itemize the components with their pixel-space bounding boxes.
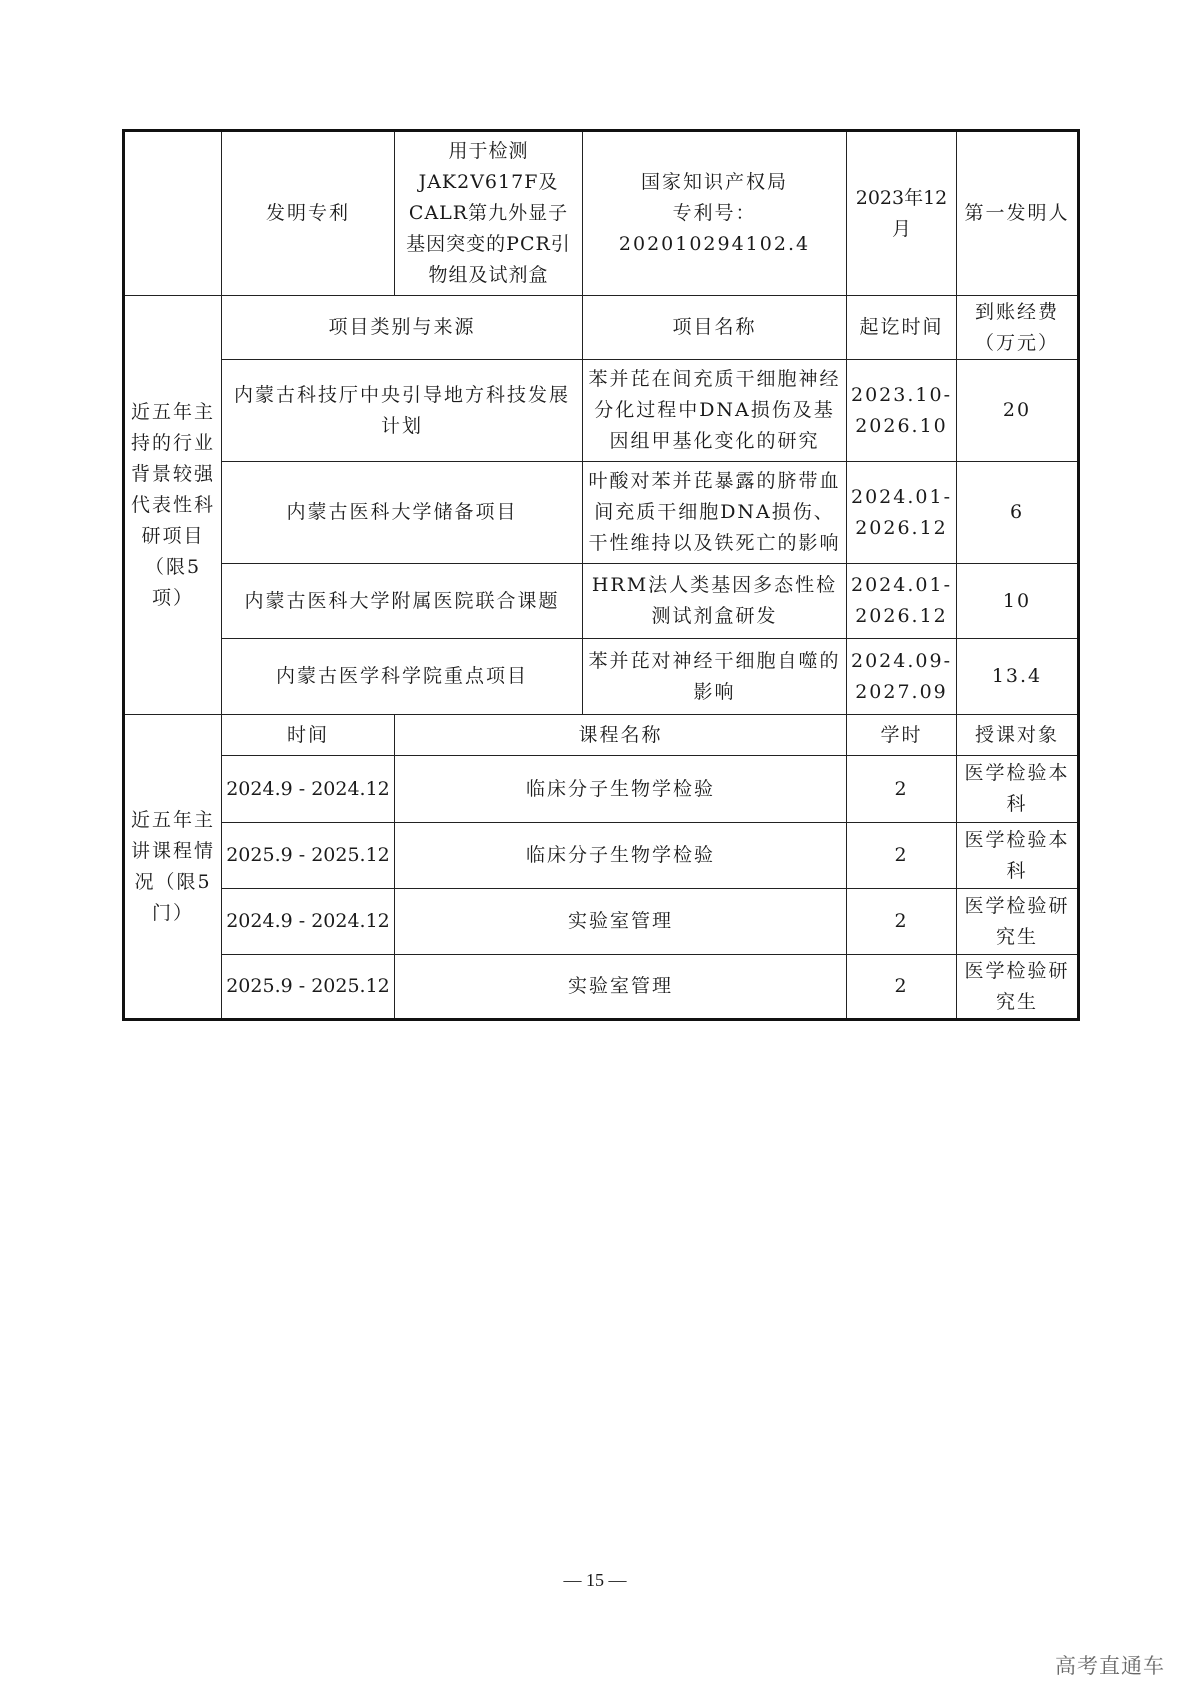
course-name: 临床分子生物学检验: [395, 823, 847, 889]
course-audience: 医学检验研究生: [957, 955, 1079, 1020]
course-time: 2025.9 - 2025.12: [222, 823, 395, 889]
courses-section-label: 近五年主讲课程情况（限5门）: [124, 715, 222, 1020]
project-row: [124, 360, 1079, 462]
project-row: [124, 564, 1079, 639]
project-period: 2024.09-2027.09: [847, 639, 957, 715]
project-row: [124, 639, 1079, 715]
course-audience: 医学检验本科: [957, 823, 1079, 889]
patent-authority: 国家知识产权局: [640, 171, 788, 193]
patent-authority-cell: [583, 131, 847, 296]
project-period: 2024.01-2026.12: [847, 564, 957, 639]
courses-header-row: [124, 715, 1079, 756]
courses-header-name: 课程名称: [395, 715, 847, 756]
project-funding: 20: [957, 360, 1079, 462]
project-name: 叶酸对苯并芘暴露的脐带血间充质干细胞DNA损伤、干性维持以及铁死亡的影响: [583, 462, 847, 564]
course-time: 2025.9 - 2025.12: [222, 955, 395, 1020]
project-category: 内蒙古科技厅中央引导地方科技发展计划: [222, 360, 583, 462]
projects-header-row: [124, 296, 1079, 360]
course-hours: 2: [847, 889, 957, 955]
projects-header-name: 项目名称: [583, 296, 847, 360]
course-audience: 医学检验本科: [957, 756, 1079, 823]
project-name: 苯并芘对神经干细胞自噬的影响: [583, 639, 847, 715]
page-number: — 15 —: [563, 1570, 627, 1590]
projects-section-label: 近五年主持的行业背景较强代表性科研项目（限5项）: [124, 296, 222, 715]
project-category: 内蒙古医科大学附属医院联合课题: [222, 564, 583, 639]
patent-title: 用于检测JAK2V617F及CALR第九外显子基因突变的PCR引物组及试剂盒: [395, 131, 583, 296]
course-name: 实验室管理: [395, 955, 847, 1020]
projects-header-category: 项目类别与来源: [222, 296, 583, 360]
patent-side-cell: [124, 131, 222, 296]
patent-role: 第一发明人: [957, 131, 1079, 296]
project-category: 内蒙古医科大学储备项目: [222, 462, 583, 564]
project-funding: 6: [957, 462, 1079, 564]
course-hours: 2: [847, 823, 957, 889]
courses-header-audience: 授课对象: [957, 715, 1079, 756]
projects-header-funding: 到账经费（万元）: [957, 296, 1079, 360]
course-row: [124, 756, 1079, 823]
patent-row: [124, 131, 1079, 296]
project-period: 2023.10-2026.10: [847, 360, 957, 462]
course-row: [124, 823, 1079, 889]
courses-header-hours: 学时: [847, 715, 957, 756]
projects-header-period: 起讫时间: [847, 296, 957, 360]
patent-date: 2023年12月: [847, 131, 957, 296]
course-row: [124, 955, 1079, 1020]
course-row: [124, 889, 1079, 955]
project-funding: 10: [957, 564, 1079, 639]
project-name: 苯并芘在间充质干细胞神经分化过程中DNA损伤及基因组甲基化变化的研究: [583, 360, 847, 462]
project-row: [124, 462, 1079, 564]
course-hours: 2: [847, 756, 957, 823]
course-hours: 2: [847, 955, 957, 1020]
profile-table: [122, 129, 1080, 1021]
project-category: 内蒙古医学科学院重点项目: [222, 639, 583, 715]
course-name: 临床分子生物学检验: [395, 756, 847, 823]
courses-header-time: 时间: [222, 715, 395, 756]
course-audience: 医学检验研究生: [957, 889, 1079, 955]
patent-type: 发明专利: [222, 131, 395, 296]
project-period: 2024.01-2026.12: [847, 462, 957, 564]
project-funding: 13.4: [957, 639, 1079, 715]
patent-number: 专利号：202010294102.4: [618, 202, 811, 255]
course-time: 2024.9 - 2024.12: [222, 756, 395, 823]
watermark: 高考直通车: [1055, 1654, 1165, 1678]
course-time: 2024.9 - 2024.12: [222, 889, 395, 955]
project-name: HRM法人类基因多态性检测试剂盒研发: [583, 564, 847, 639]
course-name: 实验室管理: [395, 889, 847, 955]
